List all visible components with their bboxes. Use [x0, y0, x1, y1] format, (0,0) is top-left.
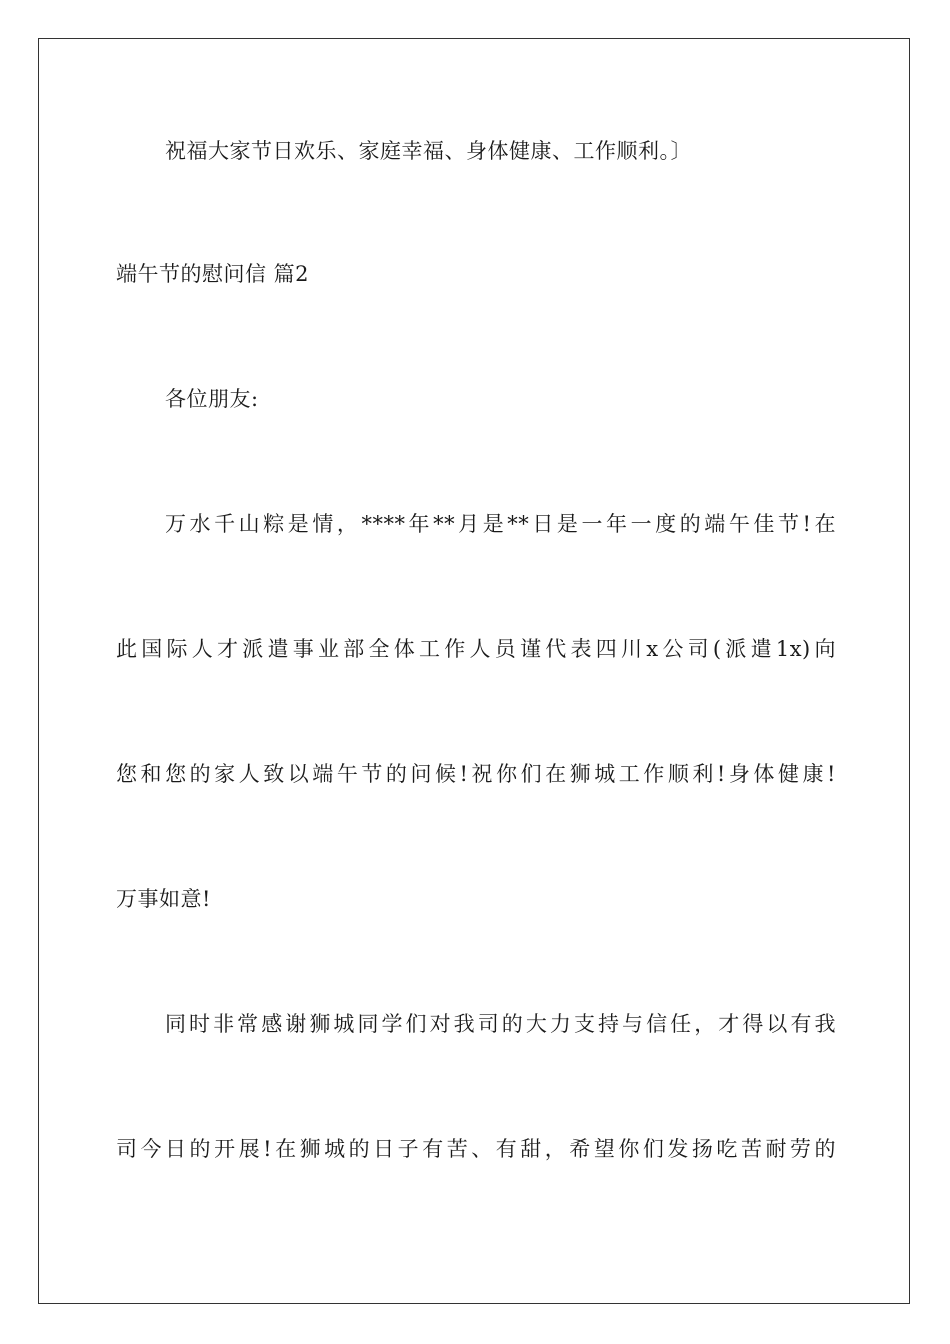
section-heading: 端午节的慰问信 篇2 — [116, 262, 310, 286]
body-line-2: 此国际人才派遣事业部全体工作人员谨代表四川x公司(派遣1x)向 — [116, 637, 836, 661]
body-line-5: 同时非常感谢狮城同学们对我司的大力支持与信任，才得以有我 — [165, 1012, 836, 1036]
page-frame — [38, 38, 910, 1304]
salutation: 各位朋友: — [165, 387, 259, 411]
body-line-6: 司今日的开展!在狮城的日子有苦、有甜，希望你们发扬吃苦耐劳的 — [116, 1137, 836, 1161]
body-line-1: 万水千山粽是情，****年**月是**日是一年一度的端午佳节!在 — [165, 512, 836, 536]
closing-wish-line: 祝福大家节日欢乐、家庭幸福、身体健康、工作顺利。〕 — [165, 139, 692, 163]
body-line-3: 您和您的家人致以端午节的问候!祝你们在狮城工作顺利!身体健康! — [116, 762, 836, 786]
body-line-4: 万事如意! — [116, 887, 211, 911]
